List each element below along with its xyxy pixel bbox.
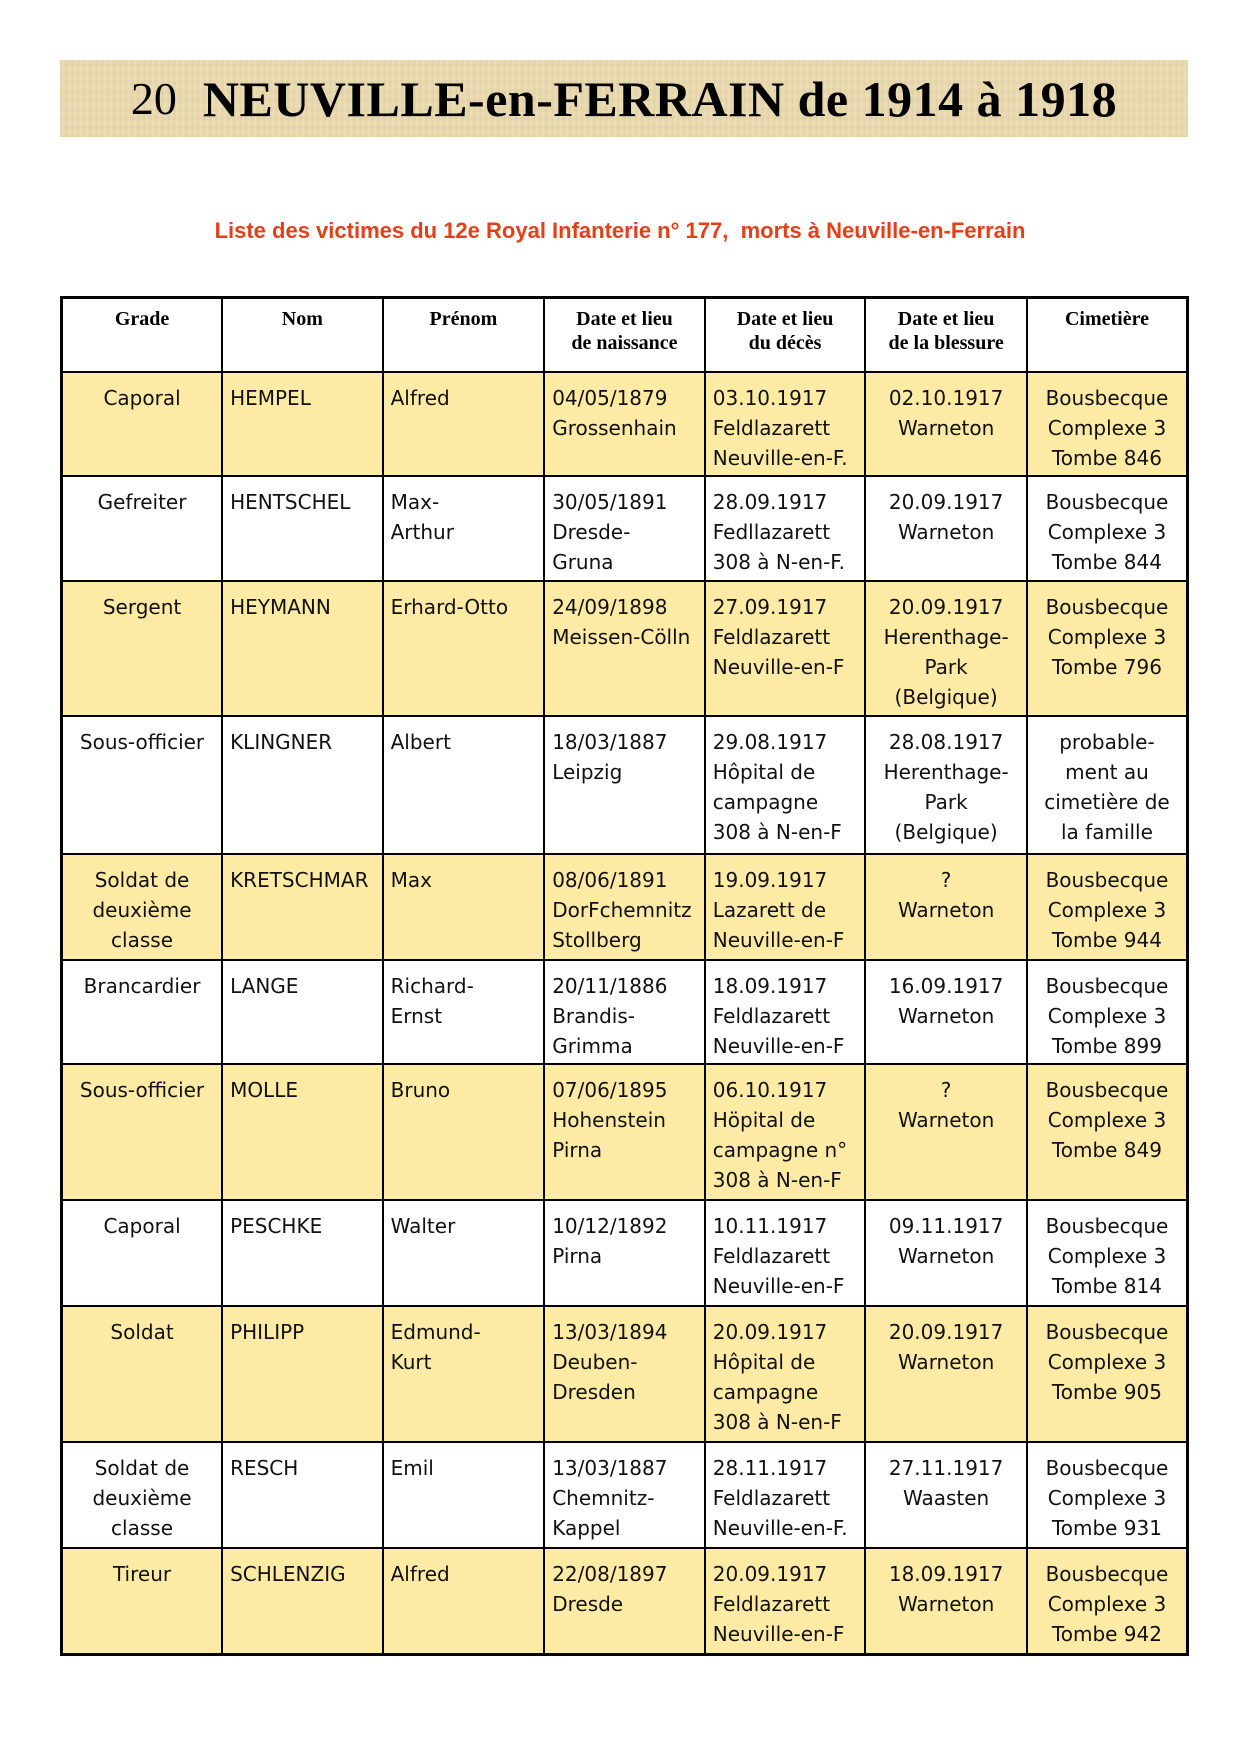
cell-cimetiere: Bousbecque Complexe 3 Tombe 899 xyxy=(1027,960,1188,1064)
cell-naissance: 13/03/1887 Chemnitz- Kappel xyxy=(544,1442,705,1548)
cell-cimetiere: Bousbecque Complexe 3 Tombe 814 xyxy=(1027,1200,1188,1306)
cell-blessure: 16.09.1917 Warneton xyxy=(865,960,1027,1064)
cell-cimetiere: Bousbecque Complexe 3 Tombe 942 xyxy=(1027,1548,1188,1654)
cell-naissance: 18/03/1887 Leipzig xyxy=(544,716,705,854)
table-row xyxy=(62,1306,1188,1442)
cell-grade: Gefreiter xyxy=(62,476,223,581)
cell-naissance: 07/06/1895 Hohenstein Pirna xyxy=(544,1064,705,1200)
cell-cimetiere: Bousbecque Complexe 3 Tombe 849 xyxy=(1027,1064,1188,1200)
cell-nom: PESCHKE xyxy=(222,1200,383,1306)
cell-blessure: 27.11.1917 Waasten xyxy=(865,1442,1027,1548)
cell-cimetiere: Bousbecque Complexe 3 Tombe 944 xyxy=(1027,854,1188,960)
cell-deces: 18.09.1917 Feldlazarett Neuville-en-F xyxy=(705,960,866,1064)
table-row xyxy=(62,476,1188,581)
table-row xyxy=(62,372,1188,476)
cell-prenom: Max- Arthur xyxy=(383,476,545,581)
cell-deces: 28.11.1917 Feldlazarett Neuville-en-F. xyxy=(705,1442,866,1548)
cell-grade: Sous-officier xyxy=(62,1064,223,1200)
cell-cimetiere: Bousbecque Complexe 3 Tombe 931 xyxy=(1027,1442,1188,1548)
cell-deces: 29.08.1917 Hôpital de campagne 308 à N-en-F xyxy=(705,716,866,854)
cell-grade: Tireur xyxy=(62,1548,223,1654)
cell-naissance: 30/05/1891 Dresde- Gruna xyxy=(544,476,705,581)
cell-nom: MOLLE xyxy=(222,1064,383,1200)
cell-deces: 28.09.1917 Fedllazarett 308 à N-en-F. xyxy=(705,476,866,581)
cell-prenom: Bruno xyxy=(383,1064,545,1200)
cell-prenom: Emil xyxy=(383,1442,545,1548)
column-header-cimetiere: Cimetière xyxy=(1027,298,1188,373)
cell-deces: 27.09.1917 Feldlazarett Neuville-en-F xyxy=(705,581,866,716)
cell-naissance: 10/12/1892 Pirna xyxy=(544,1200,705,1306)
cell-blessure: 09.11.1917 Warneton xyxy=(865,1200,1027,1306)
cell-grade: Soldat de deuxième classe xyxy=(62,1442,223,1548)
table-row xyxy=(62,1200,1188,1306)
cell-grade: Brancardier xyxy=(62,960,223,1064)
cell-blessure: 02.10.1917 Warneton xyxy=(865,372,1027,476)
cell-blessure: 20.09.1917 Warneton xyxy=(865,1306,1027,1442)
cell-nom: HEYMANN xyxy=(222,581,383,716)
cell-cimetiere: Bousbecque Complexe 3 Tombe 905 xyxy=(1027,1306,1188,1442)
table-row xyxy=(62,960,1188,1064)
cell-grade: Caporal xyxy=(62,372,223,476)
cell-deces: 20.09.1917 Hôpital de campagne 308 à N-en-F xyxy=(705,1306,866,1442)
cell-cimetiere: Bousbecque Complexe 3 Tombe 796 xyxy=(1027,581,1188,716)
cell-blessure: 18.09.1917 Warneton xyxy=(865,1548,1027,1654)
cell-nom: KLINGNER xyxy=(222,716,383,854)
cell-prenom: Alfred xyxy=(383,372,545,476)
table-row xyxy=(62,716,1188,854)
cell-naissance: 13/03/1894 Deuben- Dresden xyxy=(544,1306,705,1442)
cell-naissance: 24/09/1898 Meissen-Cölln xyxy=(544,581,705,716)
cell-prenom: Albert xyxy=(383,716,545,854)
cell-naissance: 04/05/1879 Grossenhain xyxy=(544,372,705,476)
cell-nom: SCHLENZIG xyxy=(222,1548,383,1654)
cell-nom: KRETSCHMAR xyxy=(222,854,383,960)
cell-prenom: Richard- Ernst xyxy=(383,960,545,1064)
cell-blessure: ? Warneton xyxy=(865,854,1027,960)
cell-prenom: Edmund- Kurt xyxy=(383,1306,545,1442)
cell-grade: Caporal xyxy=(62,1200,223,1306)
cell-nom: HEMPEL xyxy=(222,372,383,476)
table-row xyxy=(62,581,1188,716)
table-header-row xyxy=(62,298,1188,373)
cell-grade: Sous-officier xyxy=(62,716,223,854)
cell-grade: Soldat de deuxième classe xyxy=(62,854,223,960)
cell-prenom: Alfred xyxy=(383,1548,545,1654)
column-header-deces: Date et lieu du décès xyxy=(705,298,866,373)
cell-deces: 06.10.1917 Höpital de campagne n° 308 à N-en-F xyxy=(705,1064,866,1200)
cell-prenom: Max xyxy=(383,854,545,960)
cell-deces: 10.11.1917 Feldlazarett Neuville-en-F xyxy=(705,1200,866,1306)
page-number: 20 xyxy=(130,73,177,124)
cell-prenom: Erhard-Otto xyxy=(383,581,545,716)
header-banner xyxy=(60,60,1188,137)
cell-deces: 03.10.1917 Feldlazarett Neuville-en-F. xyxy=(705,372,866,476)
cell-prenom: Walter xyxy=(383,1200,545,1306)
cell-blessure: 20.09.1917 Warneton xyxy=(865,476,1027,581)
table-caption: Liste des victimes du 12e Royal Infanterie n° 177, morts à Neuville-en-Ferrain xyxy=(214,218,1026,243)
cell-naissance: 20/11/1886 Brandis- Grimma xyxy=(544,960,705,1064)
column-header-nom: Nom xyxy=(222,298,383,373)
cell-blessure: ? Warneton xyxy=(865,1064,1027,1200)
cell-nom: RESCH xyxy=(222,1442,383,1548)
cell-deces: 20.09.1917 Feldlazarett Neuville-en-F xyxy=(705,1548,866,1654)
cell-nom: LANGE xyxy=(222,960,383,1064)
table-row xyxy=(62,1064,1188,1200)
page-title: NEUVILLE-en-FERRAIN de 1914 à 1918 xyxy=(202,70,1118,127)
cell-grade: Soldat xyxy=(62,1306,223,1442)
cell-blessure: 28.08.1917 Herenthage- Park (Belgique) xyxy=(865,716,1027,854)
victims-table xyxy=(60,296,1189,1656)
column-header-naissance: Date et lieu de naissance xyxy=(544,298,705,373)
column-header-grade: Grade xyxy=(62,298,223,373)
table-row xyxy=(62,1548,1188,1654)
cell-deces: 19.09.1917 Lazarett de Neuville-en-F xyxy=(705,854,866,960)
cell-cimetiere: probable- ment au cimetière de la famille xyxy=(1027,716,1188,854)
table-row xyxy=(62,1442,1188,1548)
cell-cimetiere: Bousbecque Complexe 3 Tombe 844 xyxy=(1027,476,1188,581)
cell-cimetiere: Bousbecque Complexe 3 Tombe 846 xyxy=(1027,372,1188,476)
cell-naissance: 22/08/1897 Dresde xyxy=(544,1548,705,1654)
column-header-blessure: Date et lieu de la blessure xyxy=(865,298,1027,373)
cell-naissance: 08/06/1891 DorFchemnitz Stollberg xyxy=(544,854,705,960)
column-header-prenom: Prénom xyxy=(383,298,545,373)
cell-blessure: 20.09.1917 Herenthage- Park (Belgique) xyxy=(865,581,1027,716)
cell-nom: PHILIPP xyxy=(222,1306,383,1442)
table-row xyxy=(62,854,1188,960)
cell-nom: HENTSCHEL xyxy=(222,476,383,581)
cell-grade: Sergent xyxy=(62,581,223,716)
